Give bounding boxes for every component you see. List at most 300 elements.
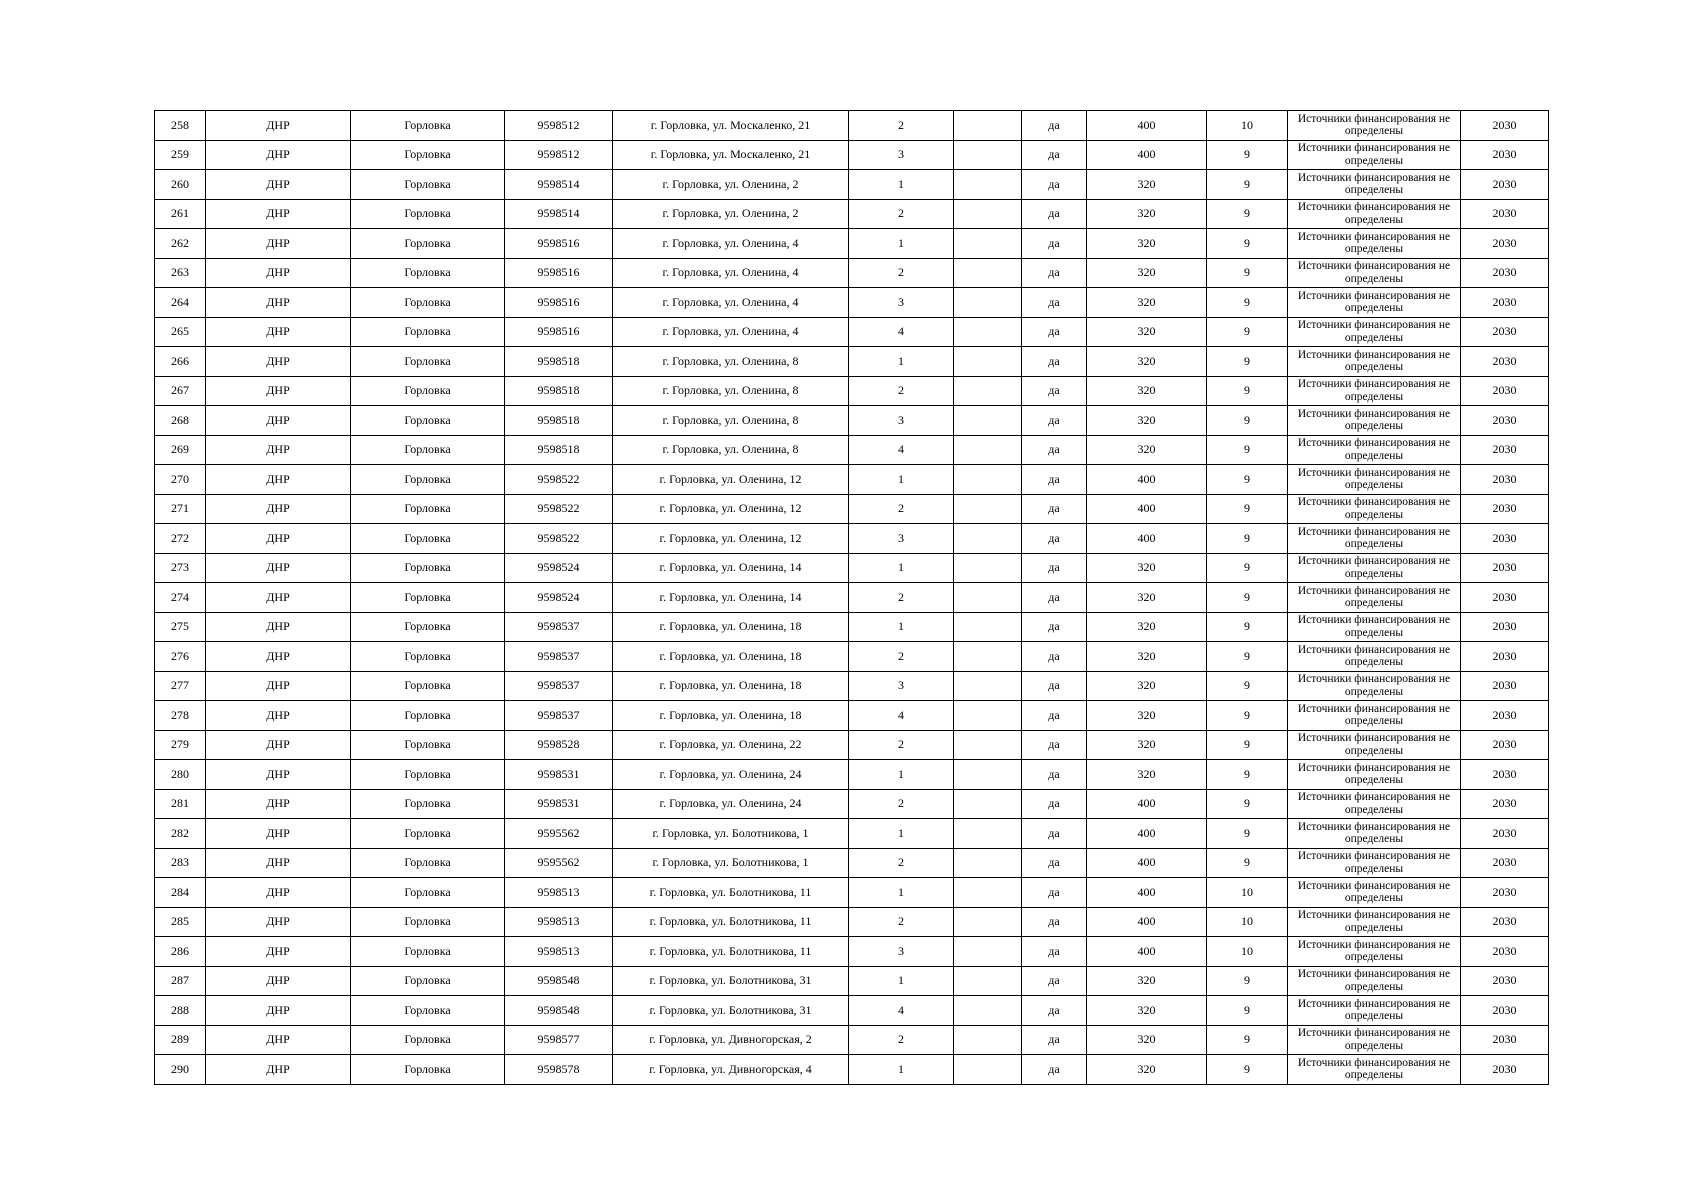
entrance-cell: 2 (849, 494, 954, 524)
address-cell: г. Горловка, ул. Оленина, 14 (613, 553, 849, 583)
entrance-cell: 1 (849, 347, 954, 377)
funding-cell: Источники финансирования не определены (1288, 760, 1461, 790)
capacity-cell: 320 (1087, 642, 1207, 672)
building-id-cell: 9598516 (505, 288, 613, 318)
city-cell: Горловка (351, 435, 505, 465)
row-number-cell: 270 (155, 465, 206, 495)
capacity-cell: 320 (1087, 730, 1207, 760)
table-row (155, 583, 1549, 613)
row-number-cell: 269 (155, 435, 206, 465)
funding-cell: Источники финансирования не определены (1288, 258, 1461, 288)
funding-cell: Источники финансирования не определены (1288, 789, 1461, 819)
entrance-cell: 4 (849, 701, 954, 731)
floors-cell: 9 (1207, 317, 1288, 347)
capacity-cell: 320 (1087, 760, 1207, 790)
capacity-cell: 400 (1087, 937, 1207, 967)
empty-cell (954, 730, 1022, 760)
entrance-cell: 2 (849, 907, 954, 937)
flag-cell: да (1022, 583, 1087, 613)
floors-cell: 10 (1207, 937, 1288, 967)
city-cell: Горловка (351, 819, 505, 849)
address-cell: г. Горловка, ул. Болотникова, 11 (613, 907, 849, 937)
flag-cell: да (1022, 701, 1087, 731)
row-number-cell: 290 (155, 1055, 206, 1085)
year-cell: 2030 (1461, 1055, 1549, 1085)
table-row (155, 347, 1549, 377)
empty-cell (954, 878, 1022, 908)
year-cell: 2030 (1461, 671, 1549, 701)
building-id-cell: 9598522 (505, 494, 613, 524)
entrance-cell: 3 (849, 140, 954, 170)
building-id-cell: 9598513 (505, 907, 613, 937)
funding-cell: Источники финансирования не определены (1288, 642, 1461, 672)
building-id-cell: 9598522 (505, 524, 613, 554)
empty-cell (954, 760, 1022, 790)
city-cell: Горловка (351, 996, 505, 1026)
address-cell: г. Горловка, ул. Оленина, 24 (613, 789, 849, 819)
year-cell: 2030 (1461, 907, 1549, 937)
flag-cell: да (1022, 907, 1087, 937)
entrance-cell: 4 (849, 435, 954, 465)
year-cell: 2030 (1461, 789, 1549, 819)
table-row (155, 229, 1549, 259)
region-cell: ДНР (206, 760, 351, 790)
building-id-cell: 9598516 (505, 258, 613, 288)
row-number-cell: 273 (155, 553, 206, 583)
year-cell: 2030 (1461, 878, 1549, 908)
table-row (155, 789, 1549, 819)
empty-cell (954, 966, 1022, 996)
floors-cell: 9 (1207, 229, 1288, 259)
row-number-cell: 284 (155, 878, 206, 908)
entrance-cell: 4 (849, 317, 954, 347)
capacity-cell: 320 (1087, 406, 1207, 436)
region-cell: ДНР (206, 258, 351, 288)
year-cell: 2030 (1461, 642, 1549, 672)
year-cell: 2030 (1461, 819, 1549, 849)
city-cell: Горловка (351, 347, 505, 377)
building-id-cell: 9598548 (505, 996, 613, 1026)
empty-cell (954, 376, 1022, 406)
empty-cell (954, 140, 1022, 170)
empty-cell (954, 465, 1022, 495)
floors-cell: 10 (1207, 111, 1288, 141)
empty-cell (954, 996, 1022, 1026)
funding-cell: Источники финансирования не определены (1288, 878, 1461, 908)
region-cell: ДНР (206, 553, 351, 583)
table-row (155, 1025, 1549, 1055)
address-cell: г. Горловка, ул. Оленина, 8 (613, 406, 849, 436)
year-cell: 2030 (1461, 937, 1549, 967)
document-table (154, 110, 1549, 1085)
address-cell: г. Горловка, ул. Болотникова, 11 (613, 878, 849, 908)
flag-cell: да (1022, 170, 1087, 200)
flag-cell: да (1022, 111, 1087, 141)
flag-cell: да (1022, 760, 1087, 790)
address-cell: г. Горловка, ул. Болотникова, 31 (613, 996, 849, 1026)
city-cell: Горловка (351, 465, 505, 495)
floors-cell: 9 (1207, 1025, 1288, 1055)
row-number-cell: 276 (155, 642, 206, 672)
year-cell: 2030 (1461, 1025, 1549, 1055)
floors-cell: 9 (1207, 966, 1288, 996)
region-cell: ДНР (206, 170, 351, 200)
floors-cell: 9 (1207, 612, 1288, 642)
row-number-cell: 286 (155, 937, 206, 967)
capacity-cell: 320 (1087, 229, 1207, 259)
empty-cell (954, 111, 1022, 141)
building-id-cell: 9598578 (505, 1055, 613, 1085)
row-number-cell: 272 (155, 524, 206, 554)
city-cell: Горловка (351, 878, 505, 908)
city-cell: Горловка (351, 553, 505, 583)
year-cell: 2030 (1461, 170, 1549, 200)
region-cell: ДНР (206, 1025, 351, 1055)
empty-cell (954, 258, 1022, 288)
capacity-cell: 320 (1087, 435, 1207, 465)
building-id-cell: 9598531 (505, 789, 613, 819)
row-number-cell: 288 (155, 996, 206, 1026)
flag-cell: да (1022, 642, 1087, 672)
address-cell: г. Горловка, ул. Оленина, 4 (613, 229, 849, 259)
entrance-cell: 1 (849, 878, 954, 908)
entrance-cell: 1 (849, 465, 954, 495)
entrance-cell: 3 (849, 406, 954, 436)
capacity-cell: 400 (1087, 524, 1207, 554)
region-cell: ДНР (206, 435, 351, 465)
address-cell: г. Горловка, ул. Оленина, 12 (613, 494, 849, 524)
address-cell: г. Горловка, ул. Оленина, 18 (613, 642, 849, 672)
region-cell: ДНР (206, 347, 351, 377)
floors-cell: 9 (1207, 730, 1288, 760)
building-id-cell: 9598516 (505, 229, 613, 259)
city-cell: Горловка (351, 583, 505, 613)
entrance-cell: 3 (849, 937, 954, 967)
table-row (155, 937, 1549, 967)
table-row (155, 878, 1549, 908)
entrance-cell: 3 (849, 288, 954, 318)
empty-cell (954, 583, 1022, 613)
entrance-cell: 1 (849, 612, 954, 642)
year-cell: 2030 (1461, 376, 1549, 406)
floors-cell: 9 (1207, 435, 1288, 465)
city-cell: Горловка (351, 376, 505, 406)
region-cell: ДНР (206, 406, 351, 436)
city-cell: Горловка (351, 907, 505, 937)
row-number-cell: 289 (155, 1025, 206, 1055)
funding-cell: Источники финансирования не определены (1288, 937, 1461, 967)
empty-cell (954, 288, 1022, 318)
year-cell: 2030 (1461, 996, 1549, 1026)
floors-cell: 9 (1207, 819, 1288, 849)
city-cell: Горловка (351, 1055, 505, 1085)
funding-cell: Источники финансирования не определены (1288, 140, 1461, 170)
capacity-cell: 400 (1087, 111, 1207, 141)
table-row (155, 760, 1549, 790)
table-row (155, 288, 1549, 318)
entrance-cell: 2 (849, 583, 954, 613)
funding-cell: Источники финансирования не определены (1288, 494, 1461, 524)
table-row (155, 671, 1549, 701)
table-row (155, 317, 1549, 347)
region-cell: ДНР (206, 789, 351, 819)
funding-cell: Источники финансирования не определены (1288, 583, 1461, 613)
table-row (155, 907, 1549, 937)
entrance-cell: 2 (849, 376, 954, 406)
city-cell: Горловка (351, 612, 505, 642)
flag-cell: да (1022, 199, 1087, 229)
region-cell: ДНР (206, 819, 351, 849)
flag-cell: да (1022, 966, 1087, 996)
address-cell: г. Горловка, ул. Оленина, 18 (613, 701, 849, 731)
floors-cell: 9 (1207, 789, 1288, 819)
capacity-cell: 320 (1087, 199, 1207, 229)
empty-cell (954, 819, 1022, 849)
city-cell: Горловка (351, 701, 505, 731)
year-cell: 2030 (1461, 612, 1549, 642)
flag-cell: да (1022, 730, 1087, 760)
address-cell: г. Горловка, ул. Оленина, 18 (613, 612, 849, 642)
table-row (155, 111, 1549, 141)
city-cell: Горловка (351, 170, 505, 200)
capacity-cell: 400 (1087, 878, 1207, 908)
entrance-cell: 1 (849, 760, 954, 790)
capacity-cell: 400 (1087, 789, 1207, 819)
flag-cell: да (1022, 878, 1087, 908)
capacity-cell: 320 (1087, 966, 1207, 996)
region-cell: ДНР (206, 730, 351, 760)
flag-cell: да (1022, 612, 1087, 642)
entrance-cell: 3 (849, 671, 954, 701)
table-row (155, 553, 1549, 583)
address-cell: г. Горловка, ул. Дивногорская, 4 (613, 1055, 849, 1085)
empty-cell (954, 170, 1022, 200)
table-body (155, 111, 1549, 1085)
empty-cell (954, 435, 1022, 465)
entrance-cell: 3 (849, 524, 954, 554)
floors-cell: 9 (1207, 996, 1288, 1026)
entrance-cell: 2 (849, 848, 954, 878)
floors-cell: 10 (1207, 878, 1288, 908)
table-row (155, 170, 1549, 200)
entrance-cell: 2 (849, 111, 954, 141)
building-id-cell: 9598513 (505, 878, 613, 908)
capacity-cell: 320 (1087, 170, 1207, 200)
building-id-cell: 9595562 (505, 848, 613, 878)
region-cell: ДНР (206, 996, 351, 1026)
building-id-cell: 9598516 (505, 317, 613, 347)
floors-cell: 9 (1207, 347, 1288, 377)
capacity-cell: 320 (1087, 996, 1207, 1026)
address-cell: г. Горловка, ул. Оленина, 8 (613, 347, 849, 377)
funding-cell: Источники финансирования не определены (1288, 1025, 1461, 1055)
city-cell: Горловка (351, 229, 505, 259)
capacity-cell: 320 (1087, 258, 1207, 288)
address-cell: г. Горловка, ул. Болотникова, 1 (613, 848, 849, 878)
year-cell: 2030 (1461, 553, 1549, 583)
region-cell: ДНР (206, 878, 351, 908)
floors-cell: 9 (1207, 288, 1288, 318)
row-number-cell: 266 (155, 347, 206, 377)
funding-cell: Источники финансирования не определены (1288, 229, 1461, 259)
entrance-cell: 2 (849, 1025, 954, 1055)
table-row (155, 701, 1549, 731)
table-row (155, 996, 1549, 1026)
address-cell: г. Горловка, ул. Болотникова, 31 (613, 966, 849, 996)
flag-cell: да (1022, 1055, 1087, 1085)
capacity-cell: 320 (1087, 671, 1207, 701)
floors-cell: 10 (1207, 907, 1288, 937)
entrance-cell: 1 (849, 170, 954, 200)
address-cell: г. Горловка, ул. Оленина, 12 (613, 465, 849, 495)
table-row (155, 966, 1549, 996)
empty-cell (954, 317, 1022, 347)
city-cell: Горловка (351, 1025, 505, 1055)
building-id-cell: 9598522 (505, 465, 613, 495)
funding-cell: Источники финансирования не определены (1288, 111, 1461, 141)
funding-cell: Источники финансирования не определены (1288, 170, 1461, 200)
building-id-cell: 9598548 (505, 966, 613, 996)
floors-cell: 9 (1207, 376, 1288, 406)
empty-cell (954, 671, 1022, 701)
table-row (155, 1055, 1549, 1085)
region-cell: ДНР (206, 612, 351, 642)
entrance-cell: 1 (849, 229, 954, 259)
year-cell: 2030 (1461, 848, 1549, 878)
row-number-cell: 285 (155, 907, 206, 937)
region-cell: ДНР (206, 199, 351, 229)
funding-cell: Источники финансирования не определены (1288, 671, 1461, 701)
year-cell: 2030 (1461, 465, 1549, 495)
empty-cell (954, 701, 1022, 731)
table-row (155, 435, 1549, 465)
building-id-cell: 9598518 (505, 435, 613, 465)
flag-cell: да (1022, 258, 1087, 288)
city-cell: Горловка (351, 317, 505, 347)
flag-cell: да (1022, 347, 1087, 377)
entrance-cell: 2 (849, 730, 954, 760)
row-number-cell: 267 (155, 376, 206, 406)
region-cell: ДНР (206, 288, 351, 318)
funding-cell: Источники финансирования не определены (1288, 406, 1461, 436)
entrance-cell: 2 (849, 789, 954, 819)
address-cell: г. Горловка, ул. Дивногорская, 2 (613, 1025, 849, 1055)
city-cell: Горловка (351, 494, 505, 524)
year-cell: 2030 (1461, 347, 1549, 377)
empty-cell (954, 907, 1022, 937)
city-cell: Горловка (351, 789, 505, 819)
floors-cell: 9 (1207, 848, 1288, 878)
building-id-cell: 9595562 (505, 819, 613, 849)
entrance-cell: 1 (849, 1055, 954, 1085)
funding-cell: Источники финансирования не определены (1288, 907, 1461, 937)
city-cell: Горловка (351, 199, 505, 229)
city-cell: Горловка (351, 730, 505, 760)
building-id-cell: 9598514 (505, 170, 613, 200)
floors-cell: 9 (1207, 671, 1288, 701)
funding-cell: Источники финансирования не определены (1288, 553, 1461, 583)
table-row (155, 140, 1549, 170)
city-cell: Горловка (351, 760, 505, 790)
row-number-cell: 279 (155, 730, 206, 760)
row-number-cell: 280 (155, 760, 206, 790)
building-id-cell: 9598537 (505, 701, 613, 731)
building-id-cell: 9598514 (505, 199, 613, 229)
empty-cell (954, 848, 1022, 878)
address-cell: г. Горловка, ул. Болотникова, 11 (613, 937, 849, 967)
year-cell: 2030 (1461, 730, 1549, 760)
funding-cell: Источники финансирования не определены (1288, 730, 1461, 760)
funding-cell: Источники финансирования не определены (1288, 848, 1461, 878)
row-number-cell: 259 (155, 140, 206, 170)
floors-cell: 9 (1207, 701, 1288, 731)
address-cell: г. Горловка, ул. Оленина, 8 (613, 376, 849, 406)
row-number-cell: 287 (155, 966, 206, 996)
table-row (155, 258, 1549, 288)
row-number-cell: 282 (155, 819, 206, 849)
capacity-cell: 400 (1087, 494, 1207, 524)
capacity-cell: 400 (1087, 819, 1207, 849)
row-number-cell: 262 (155, 229, 206, 259)
table-row (155, 376, 1549, 406)
year-cell: 2030 (1461, 701, 1549, 731)
year-cell: 2030 (1461, 406, 1549, 436)
entrance-cell: 4 (849, 996, 954, 1026)
table-row (155, 819, 1549, 849)
flag-cell: да (1022, 671, 1087, 701)
flag-cell: да (1022, 848, 1087, 878)
year-cell: 2030 (1461, 140, 1549, 170)
funding-cell: Источники финансирования не определены (1288, 996, 1461, 1026)
empty-cell (954, 347, 1022, 377)
table-row (155, 612, 1549, 642)
funding-cell: Источники финансирования не определены (1288, 612, 1461, 642)
entrance-cell: 1 (849, 966, 954, 996)
floors-cell: 9 (1207, 465, 1288, 495)
empty-cell (954, 642, 1022, 672)
funding-cell: Источники финансирования не определены (1288, 376, 1461, 406)
region-cell: ДНР (206, 465, 351, 495)
row-number-cell: 277 (155, 671, 206, 701)
year-cell: 2030 (1461, 435, 1549, 465)
funding-cell: Источники финансирования не определены (1288, 966, 1461, 996)
entrance-cell: 2 (849, 642, 954, 672)
region-cell: ДНР (206, 848, 351, 878)
flag-cell: да (1022, 494, 1087, 524)
city-cell: Горловка (351, 642, 505, 672)
floors-cell: 9 (1207, 524, 1288, 554)
row-number-cell: 261 (155, 199, 206, 229)
floors-cell: 9 (1207, 1055, 1288, 1085)
floors-cell: 9 (1207, 494, 1288, 524)
row-number-cell: 263 (155, 258, 206, 288)
region-cell: ДНР (206, 907, 351, 937)
flag-cell: да (1022, 376, 1087, 406)
city-cell: Горловка (351, 288, 505, 318)
capacity-cell: 320 (1087, 1055, 1207, 1085)
capacity-cell: 320 (1087, 701, 1207, 731)
region-cell: ДНР (206, 701, 351, 731)
floors-cell: 9 (1207, 170, 1288, 200)
building-id-cell: 9598512 (505, 111, 613, 141)
flag-cell: да (1022, 140, 1087, 170)
floors-cell: 9 (1207, 583, 1288, 613)
funding-cell: Источники финансирования не определены (1288, 435, 1461, 465)
capacity-cell: 400 (1087, 848, 1207, 878)
capacity-cell: 320 (1087, 347, 1207, 377)
capacity-cell: 320 (1087, 1025, 1207, 1055)
building-id-cell: 9598537 (505, 642, 613, 672)
